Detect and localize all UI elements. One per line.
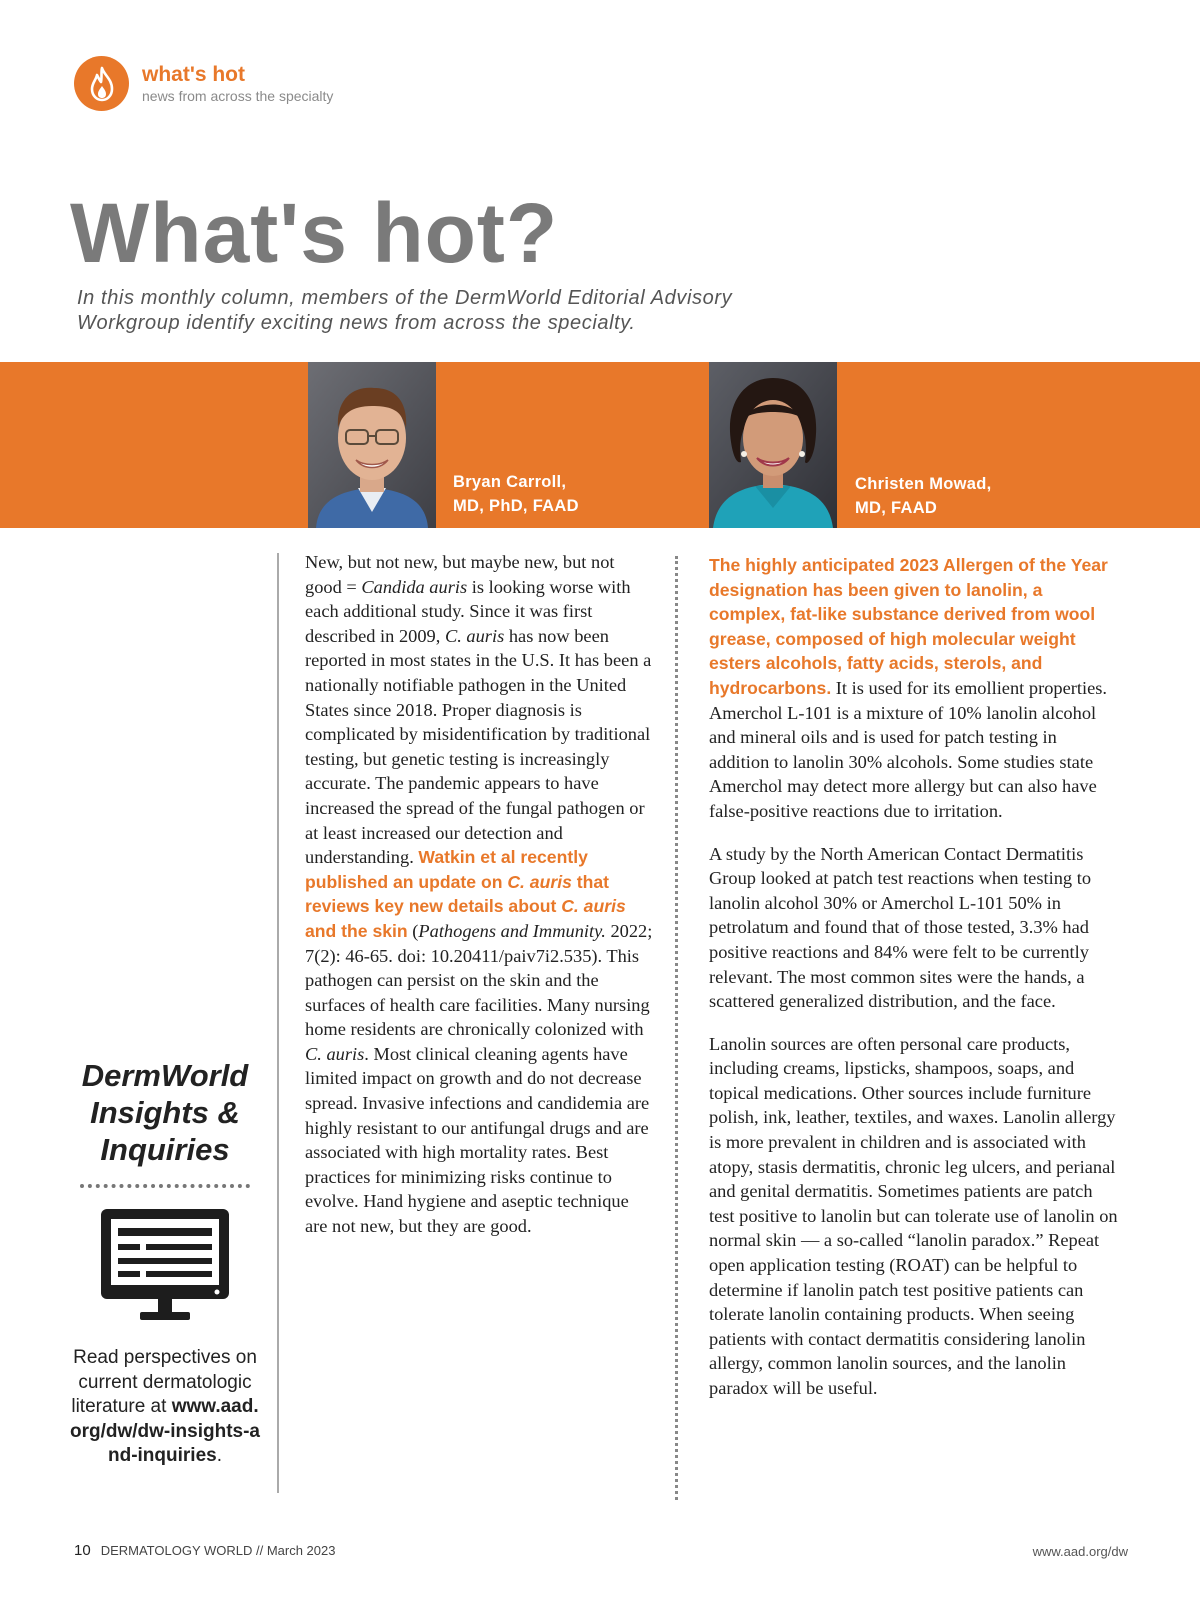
author-photo-bryan-carroll bbox=[308, 362, 436, 528]
paragraph: The highly anticipated 2023 Allergen of the Year designation has been given to lanolin, a complex, fat-like substance derived from wool grease, composed of high molecular weight esters alcohols, fatty acids, sterols, and hydrocarbons. It is used for its emollient properties. Amerchol L-101 is a mixture of 10% lanolin alcohol and mineral oils and is used for patch testing in addition to lanolin 30% alcohols. Some studies state Amerchol may detect more allergy but can also have false-positive reactions due to irritation. bbox=[709, 555, 1108, 821]
section-subtitle: news from across the specialty bbox=[142, 87, 334, 104]
author-name: Christen Mowad, bbox=[855, 475, 992, 493]
page-number: 10 bbox=[74, 1542, 91, 1559]
paragraph: Lanolin sources are often personal care products, including creams, lipsticks, shampoos, soaps, and topical medications. Other sources include furniture polish, ink, leather, textiles, and waxes. Lanolin allergy is more prevalent in children and is associated with atopy, stasis dermatitis, chronic leg ulcers, and perianal and genital dermatitis. Sometimes patients are patch test positive to lanolin but can tolerate use of lanolin on normal skin — a so-called “lanolin paradox.” Repeat open application testing (ROAT) can be helpful to determine if lanolin patch test positive patients can tolerate lanolin containing products. When seeing patients with contact dermatitis considering lanolin allergy, common lanolin sources, and the lanolin paradox will be useful. bbox=[709, 1033, 1118, 1398]
section-tag bbox=[74, 56, 333, 111]
highlight-text: Watkin et al recently published an update on C. auris that reviews key new details about C. auris and the skin bbox=[305, 847, 626, 941]
author-name: Bryan Carroll, bbox=[453, 473, 567, 491]
dotted-divider bbox=[80, 1184, 250, 1188]
insights-link[interactable]: www.aad.org/dw/dw-insights-and-inquiries bbox=[70, 1396, 260, 1466]
paragraph: New, but not new, but maybe new, but not good = Candida auris is looking worse with each additional study. Since it was first described in 2009, C. auris has now been reported in most states in the U.S. It has been a nationally notifiable pathogen in the United States since 2018. Proper diagnosis is complicated by misidentification by traditional testing, but genetic testing is increasingly accurate. The pandemic appears to have increased the spread of the fungal pathogen or at least increased our detection and understanding. Watkin et al recently published an update on C. auris that reviews key new details about C. auris and the skin (Pathogens and Immunity. 2022; 7(2): 46-65. doi: 10.20411/paiv7i2.535). This pathogen can persist on the skin and the surfaces of health care facilities. Many nursing home residents are chronically colonized with C. auris. Most clinical cleaning agents have limited impact on growth and do not decrease spread. Invasive infections and candidemia are highly resistant to our antifungal drugs and are associated with high mortality rates. Best practices for minimizing risks continue to evolve. Hand hygiene and aseptic technique are not new, but they are good. bbox=[305, 552, 653, 1237]
paragraph: A study by the North American Contact Dermatitis Group looked at patch test reactions when testing to lanolin alcohol 30% or Amerchol L-101 50% in petrolatum and found that of those tested, 3.3% had positive reactions and 84% were felt to be currently relevant. The most common sites were the hands, a scattered generalized distribution, and the face. bbox=[709, 843, 1092, 1012]
author-bryan-carroll bbox=[453, 470, 579, 518]
sidebar-title: DermWorld Insights & Inquiries bbox=[81, 1058, 249, 1167]
article-candida-auris bbox=[305, 550, 655, 1257]
article-lanolin bbox=[709, 553, 1119, 1419]
footer-publication bbox=[74, 1542, 335, 1559]
column-divider-solid bbox=[277, 553, 279, 1493]
sidebar-text: Read perspectives on current dermatologic literature at www.aad.org/dw/dw-insights-and-inquiries. bbox=[70, 1347, 260, 1466]
monitor-icon bbox=[98, 1206, 232, 1324]
author-credentials: MD, FAAD bbox=[855, 499, 938, 517]
publication-name: DERMATOLOGY WORLD // March 2023 bbox=[100, 1543, 336, 1558]
insights-sidebar bbox=[70, 1057, 260, 1469]
highlight-text: The highly anticipated 2023 Allergen of the Year designation has been given to lanolin, a complex, fat-like substance derived from wool grease, composed of high molecular weight esters alcohols, fatty acids, sterols, and hydrocarbons. bbox=[709, 555, 1108, 698]
author-photo-christen-mowad bbox=[709, 362, 837, 528]
author-credentials: MD, PhD, FAAD bbox=[453, 497, 579, 515]
flame-icon bbox=[74, 56, 129, 111]
column-divider-dotted bbox=[675, 556, 678, 1500]
intro-text: In this monthly column, members of the DermWorld Editorial Advisory Workgroup identify exciting news from across the specialty. bbox=[77, 287, 733, 334]
author-christen-mowad bbox=[855, 472, 992, 520]
page-title: What's hot? bbox=[70, 186, 559, 280]
author-band bbox=[0, 362, 1200, 528]
footer-url[interactable]: www.aad.org/dw bbox=[1032, 1544, 1128, 1559]
section-title: what's hot bbox=[142, 62, 245, 86]
